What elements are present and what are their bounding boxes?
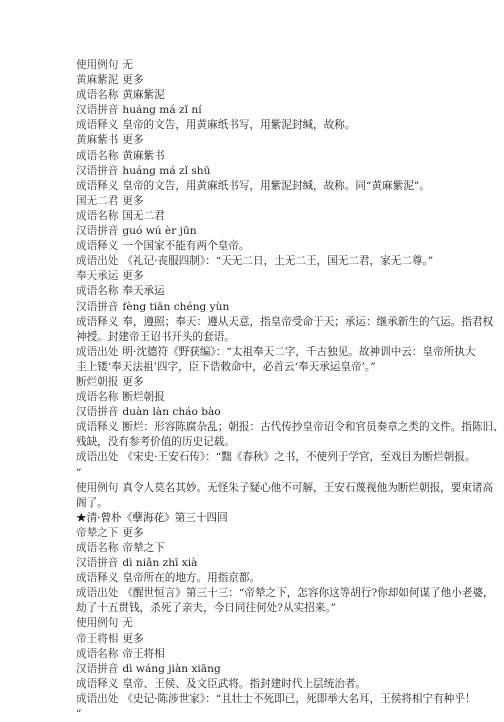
text-line <box>76 692 476 707</box>
line-text: 奉，遵照；奉天：遵从天意，指皇帝受命于天；承运：继承新生的气运。指君权 <box>122 315 494 328</box>
entry-heading <box>76 269 448 284</box>
text-line <box>76 481 494 496</box>
line-label: 黄麻紫书 <box>76 134 119 147</box>
line-text: 帝辇之下 <box>122 542 165 554</box>
line-text: 皇帝、王侯、及文臣武将。指封建时代上层统治者。 <box>122 677 367 690</box>
idiom-entry-list <box>76 58 504 722</box>
line-text: 《礼记·丧服四制》：“天无二日，土无二王，国无二君，家无二尊。” <box>122 255 434 268</box>
line-label: 成语出处 <box>76 692 119 705</box>
text-line <box>76 541 448 556</box>
line-text: ” <box>76 708 82 721</box>
text-line <box>76 118 448 133</box>
more-link[interactable]: 更多 <box>122 134 144 147</box>
entry-heading <box>76 632 448 647</box>
text-line <box>76 88 448 103</box>
text-line <box>76 179 448 194</box>
line-text: huáng má zǐ ní <box>122 104 202 117</box>
line-text: 奉天承运 <box>122 285 165 298</box>
line-label: 成语释义 <box>76 179 119 192</box>
line-text: 《史记·陈涉世家》：“且壮士不死即已，死即举大名耳，王侯将相宁有种乎！ <box>122 692 476 705</box>
entry-heading <box>76 194 448 209</box>
entry-heading <box>76 73 448 88</box>
text-line <box>76 284 448 299</box>
line-label: 成语释义 <box>76 315 119 328</box>
text-line <box>76 209 448 224</box>
line-text: 《醒世恒言》第三十三：“帝辇之下，怎容你这等胡行?你却如何谋了他小老婆， <box>122 587 494 600</box>
line-label: 汉语拼音 <box>76 662 119 675</box>
line-label: 成语名称 <box>76 89 119 102</box>
line-label: 成语出处 <box>76 587 119 600</box>
line-label: 成语出处 <box>76 345 119 358</box>
more-link[interactable]: 更多 <box>122 375 144 388</box>
line-text: huáng má zǐ shū <box>122 164 211 177</box>
line-text: 劫了十五贯钱，杀死了亲夫，今日同往何处?从实招来。” <box>76 602 337 615</box>
more-link[interactable]: 更多 <box>122 194 144 207</box>
line-label: 汉语拼音 <box>76 557 119 570</box>
text-line <box>76 677 448 692</box>
line-label: 使用例句 <box>76 617 119 630</box>
line-label: 汉语拼音 <box>76 406 119 419</box>
line-text: 皇帝的文告，用黄麻纸书写，用紫泥封缄，故称。 <box>122 119 356 132</box>
line-text: 皇帝的文告，用黄麻纸书写，用紫泥封缄，故称。同“黄麻紫泥”。 <box>122 179 430 192</box>
line-text: 断烂朝报 <box>122 391 165 404</box>
line-text: 黄麻紫书 <box>122 149 165 162</box>
line-text: 无 <box>122 59 133 71</box>
text-line <box>76 330 448 345</box>
text-line <box>76 360 448 375</box>
text-line <box>76 571 448 586</box>
entry-heading <box>76 375 448 390</box>
line-text: ” <box>76 466 82 479</box>
text-line <box>76 254 448 269</box>
line-text: 神授。封建帝王诏书开头的套语。 <box>76 330 235 343</box>
text-line <box>76 662 448 677</box>
text-line <box>76 390 448 405</box>
line-text: 皇帝所在的地方。用指京都。 <box>122 572 261 585</box>
line-label: 成语名称 <box>76 209 119 222</box>
line-label: 成语名称 <box>76 285 119 298</box>
line-text: 国无二君 <box>122 209 165 222</box>
text-line <box>76 435 448 450</box>
line-text: 明·沈德符《野获编》：“太祖奉天二字，千古独见。故神训中云：皇帝所执大 <box>122 345 476 358</box>
entry-heading <box>76 526 448 541</box>
line-text: 阁了。 <box>76 496 108 509</box>
text-line <box>76 616 448 631</box>
line-label: 国无二君 <box>76 194 119 207</box>
text-line <box>76 450 476 465</box>
line-label: 成语名称 <box>76 542 119 554</box>
text-line <box>76 315 494 330</box>
text-line <box>76 496 448 511</box>
line-label: 成语释义 <box>76 119 119 132</box>
text-line <box>76 707 448 722</box>
text-line <box>76 239 448 254</box>
citation-text: ★清·曾朴《孽海花》第三十四回 <box>76 511 228 524</box>
text-line <box>76 103 448 118</box>
text-line <box>76 224 448 239</box>
line-text: 《宋史·王安石传》：“黜《春秋》之书，不使列于学官，至戏目为断烂朝报。 <box>122 451 476 464</box>
line-label: 黄麻紫泥 <box>76 74 119 87</box>
text-line <box>76 300 448 315</box>
line-text: fèng tiān chéng yùn <box>122 300 230 313</box>
text-line <box>76 556 448 571</box>
line-text: 一个国家不能有两个皇帝。 <box>122 240 250 253</box>
line-label: 帝辇之下 <box>76 526 119 539</box>
line-label: 汉语拼音 <box>76 225 119 238</box>
line-label: 断烂朝报 <box>76 375 119 388</box>
line-label: 成语释义 <box>76 240 119 253</box>
text-line <box>76 58 448 73</box>
line-text: 断烂：形容陈腐杂乱；朝报：古代传抄皇帝诏令和官员奏章之类的文件。指陈旧、 <box>122 421 504 434</box>
more-link[interactable]: 更多 <box>122 632 144 645</box>
line-label: 汉语拼音 <box>76 300 119 313</box>
text-line <box>76 601 448 616</box>
text-line <box>76 164 448 179</box>
line-text: dì wáng jiàn xiāng <box>122 662 221 675</box>
line-label: 使用例句 <box>76 59 119 71</box>
text-line <box>76 149 448 164</box>
text-line <box>76 586 494 601</box>
text-line <box>76 345 476 360</box>
more-link[interactable]: 更多 <box>122 270 144 283</box>
line-label: 帝王将相 <box>76 632 119 645</box>
line-label: 奉天承运 <box>76 270 119 283</box>
line-text: dì niǎn zhī xià <box>122 557 198 570</box>
line-text: 残缺，没有参考价值的历史记载。 <box>76 436 235 449</box>
text-line <box>76 405 448 420</box>
line-text: 真令人莫名其妙。无怪朱子疑心他不可解，王安石蔑视他为断烂朝报，要束诸高 <box>122 481 494 494</box>
line-text: 帝王将相 <box>122 647 165 660</box>
text-line <box>76 420 504 435</box>
line-label: 成语出处 <box>76 451 119 464</box>
entry-heading <box>76 133 448 148</box>
line-text: 圭上镂‘奉天法祖’四字，臣下诰敕命中，必首云‘奉天承运皇帝’。” <box>76 360 376 373</box>
more-link[interactable]: 更多 <box>122 526 144 539</box>
more-link[interactable]: 更多 <box>122 74 144 87</box>
text-line <box>76 647 448 662</box>
source-citation <box>76 511 448 526</box>
line-text: 无 <box>122 617 133 630</box>
line-label: 成语出处 <box>76 255 119 268</box>
text-line <box>76 466 448 481</box>
line-text: 黄麻紫泥 <box>122 89 165 102</box>
line-label: 使用例句 <box>76 481 119 494</box>
line-label: 成语名称 <box>76 647 119 660</box>
line-label: 成语释义 <box>76 677 119 690</box>
line-label: 成语名称 <box>76 391 119 404</box>
line-text: duàn làn cháo bào <box>122 406 221 419</box>
line-label: 汉语拼音 <box>76 164 119 177</box>
line-label: 成语释义 <box>76 572 119 585</box>
line-text: guó wú èr jūn <box>122 225 197 238</box>
line-label: 成语释义 <box>76 421 119 434</box>
line-label: 汉语拼音 <box>76 104 119 117</box>
line-label: 成语名称 <box>76 149 119 162</box>
